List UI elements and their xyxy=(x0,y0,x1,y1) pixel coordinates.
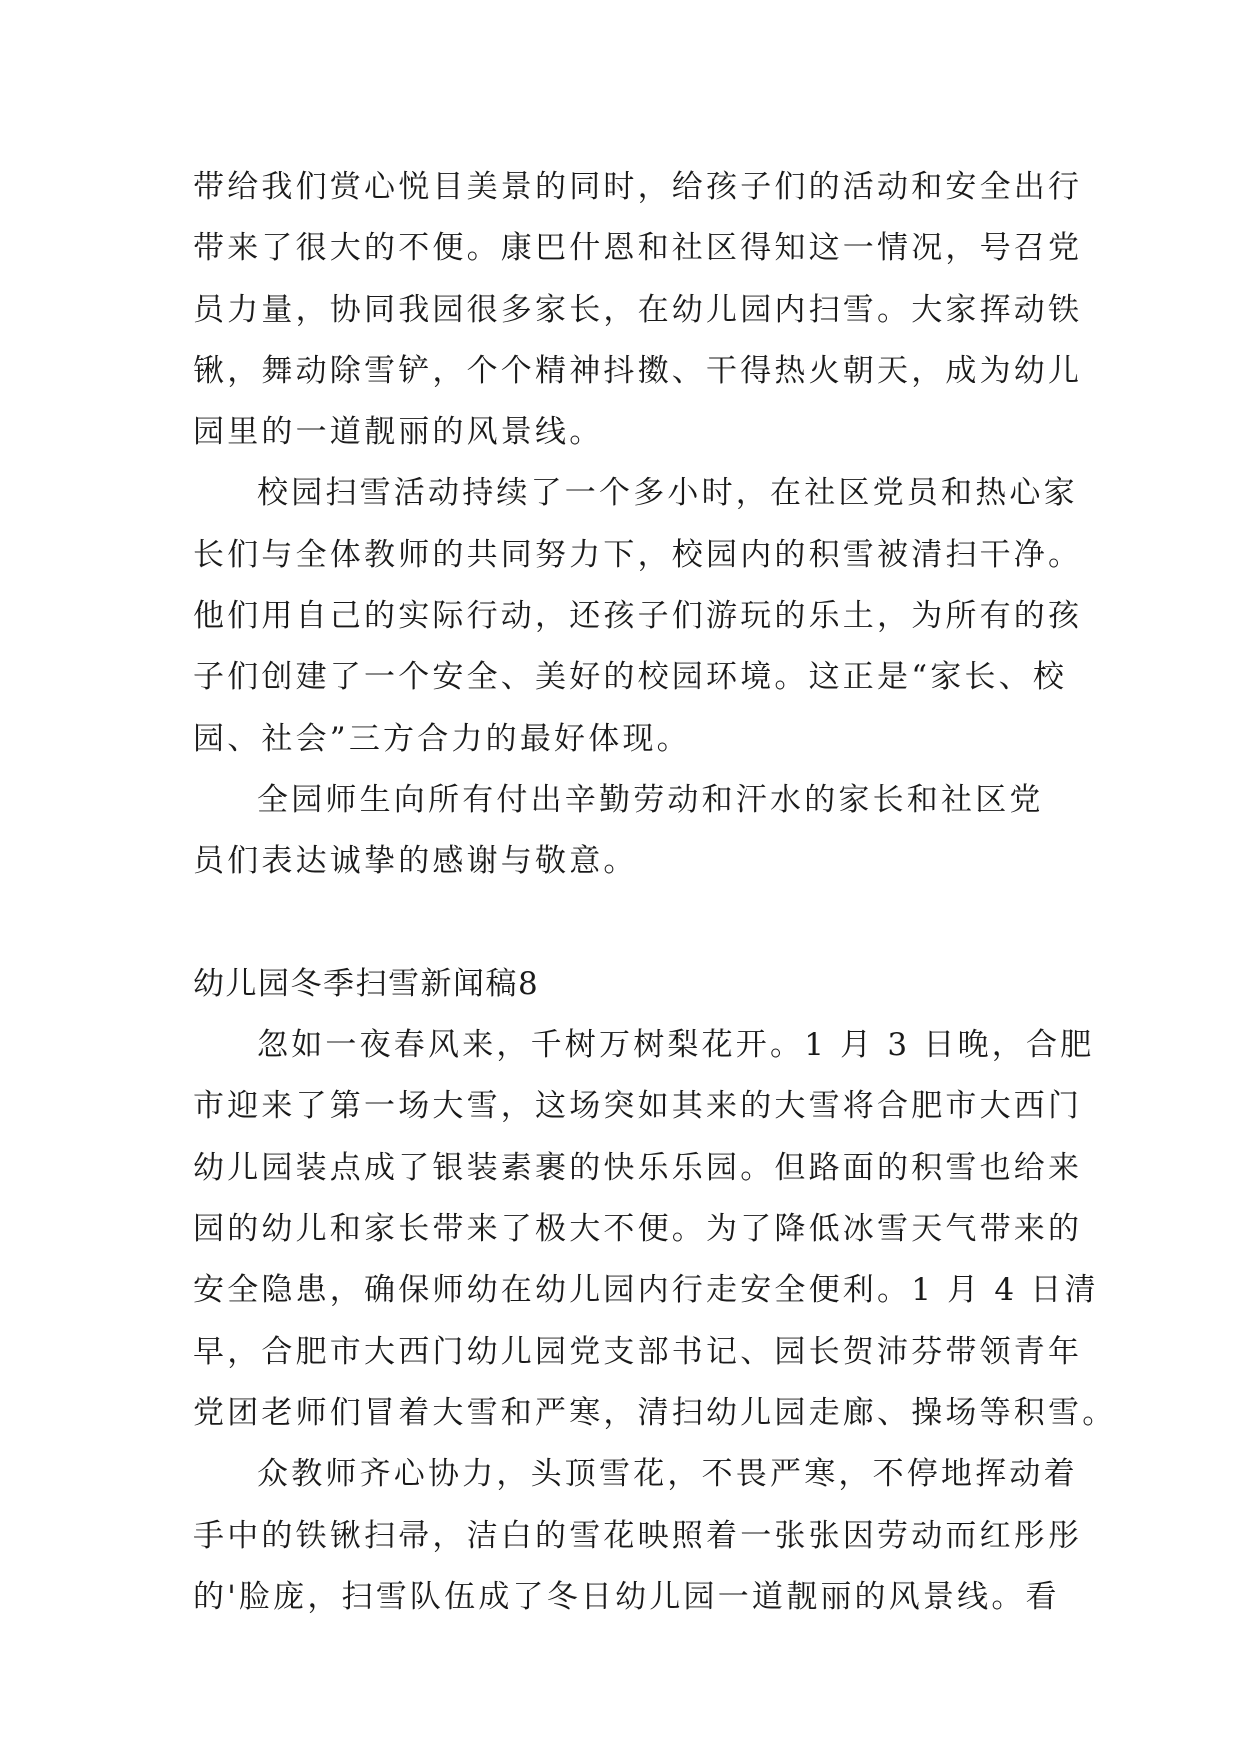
paragraph xyxy=(193,463,1083,769)
paragraph xyxy=(193,1015,1117,1444)
text-line: 党团老师们冒着大雪和严寒，清扫幼儿园走廊、操场等积雪。 xyxy=(193,1394,1117,1431)
text-line: 带来了很大的不便。康巴什恩和社区得知这一情况，号召党 xyxy=(193,230,1083,267)
document-body xyxy=(193,157,1117,1628)
paragraph xyxy=(193,1444,1083,1628)
text-line: 员们表达诚挚的感谢与敬意。 xyxy=(193,843,638,880)
text-line: 幼儿园装点成了银装素裹的快乐乐园。但路面的积雪也给来 xyxy=(193,1149,1083,1186)
text-line: 手中的铁锹扫帚，洁白的雪花映照着一张张因劳动而红彤彤 xyxy=(193,1517,1083,1554)
text-line: 园、社会”三方合力的最好体现。 xyxy=(193,720,691,757)
text-line: 员力量，协同我园很多家长，在幼儿园内扫雪。大家挥动铁 xyxy=(193,291,1083,328)
text-line: 园里的一道靓丽的风景线。 xyxy=(193,414,604,451)
text-line: 他们用自己的实际行动，还孩子们游玩的乐土，为所有的孩 xyxy=(193,598,1083,635)
section-gap xyxy=(193,893,1055,954)
text-line: 子们创建了一个安全、美好的校园环境。这正是“家长、校 xyxy=(193,659,1068,696)
text-line: 锹，舞动除雪铲，个个精神抖擞、干得热火朝天，成为幼儿 xyxy=(193,352,1083,389)
text-line: 长们与全体教师的共同努力下，校园内的积雪被清扫干净。 xyxy=(193,536,1083,573)
paragraph xyxy=(193,770,1055,893)
text-line: 市迎来了第一场大雪，这场突如其来的大雪将合肥市大西门 xyxy=(193,1088,1083,1125)
paragraph xyxy=(193,157,1083,463)
section-title: 幼儿园冬季扫雪新闻稿8 xyxy=(193,965,540,1002)
text-line: 安全隐患，确保师幼在幼儿园内行走安全便利。1 月 4 日清 xyxy=(193,1272,1099,1309)
text-line: 忽如一夜春风来，千树万树梨花开。1 月 3 日晚，合肥 xyxy=(257,1027,1095,1064)
text-line: 众教师齐心协力，头顶雪花，不畏严寒，不停地挥动着 xyxy=(257,1456,1078,1493)
text-line: 的'脸庞，扫雪队伍成了冬日幼儿园一道靓丽的风景线。看 xyxy=(193,1578,1060,1615)
text-line: 校园扫雪活动持续了一个多小时，在社区党员和热心家 xyxy=(257,475,1078,512)
text-line: 带给我们赏心悦目美景的同时，给孩子们的活动和安全出行 xyxy=(193,169,1083,205)
text-line: 园的幼儿和家长带来了极大不便。为了降低冰雪天气带来的 xyxy=(193,1211,1083,1248)
text-line: 全园师生向所有付出辛勤劳动和汗水的家长和社区党 xyxy=(257,781,1044,818)
text-line: 早，合肥市大西门幼儿园党支部书记、园长贺沛芬带领青年 xyxy=(193,1333,1083,1370)
